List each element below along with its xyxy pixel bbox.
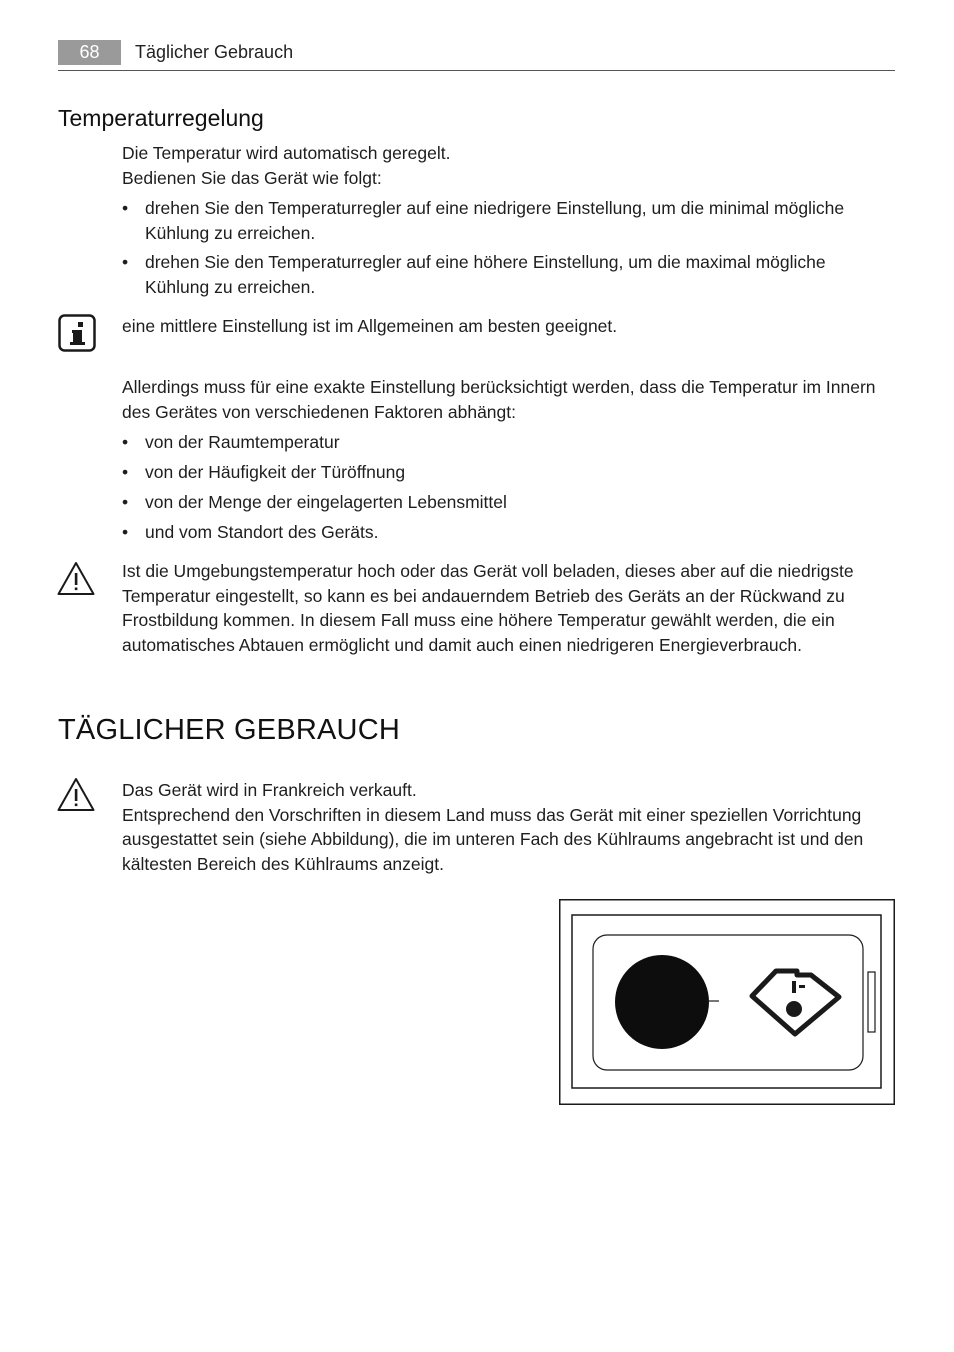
temperature-steps-list — [122, 196, 894, 299]
list-item: • drehen Sie den Temperaturregler auf eine niedrigere Einstellung, um die minimal mögliche Kühlung zu erreichen. — [122, 196, 885, 245]
page-number: 68 — [58, 40, 121, 65]
list-item: • drehen Sie den Temperaturregler auf eine höhere Einstellung, um die maximal mögliche Kühlung zu erreichen. — [122, 250, 885, 299]
list-item: • von der Raumtemperatur — [122, 430, 894, 455]
factors-intro: Allerdings muss für eine exakte Einstellung berücksichtigt werden, dass die Temperatur im Innern des Gerätes von verschiedenen Faktoren abhängt: — [122, 377, 876, 422]
section-heading-daily-use: TÄGLICHER GEBRAUCH — [58, 714, 400, 746]
warning-line: Das Gerät wird in Frankreich verkauft. — [122, 780, 417, 800]
list-item: • und vom Standort des Geräts. — [122, 520, 894, 545]
running-header-title: Täglicher Gebrauch — [135, 42, 294, 62]
section-heading-temperature: Temperaturregelung — [58, 105, 264, 131]
info-icon — [58, 314, 98, 354]
cold-zone-indicator-illustration — [559, 899, 895, 1105]
warning-line: Entsprechend den Vorschriften in diesem Land muss das Gerät mit einer speziellen Vorrichtung ausgestattet sein (siehe Abbildung), die im unteren Fach des Kühlraums angebracht ist und den kältesten Bereich des Kühlraums anzeigt. — [122, 804, 864, 874]
intro-line: Bedienen Sie das Gerät wie folgt: — [122, 167, 382, 188]
list-item: • von der Menge der eingelagerten Lebensmittel — [122, 490, 894, 515]
header-rule — [58, 70, 895, 71]
warning-icon — [56, 560, 96, 600]
intro-line: Die Temperatur wird automatisch geregelt. — [122, 143, 451, 163]
warning-icon — [56, 776, 96, 816]
list-item: • von der Häufigkeit der Türöffnung — [122, 460, 894, 485]
factors-list — [122, 430, 894, 545]
warning-frost-text: Ist die Umgebungstemperatur hoch oder das Gerät voll beladen, dieses aber auf die niedrigste Temperatur eingestellt, so kann es bei andauerndem Betrieb des Geräts an der Rückwand zu Frostbildung kommen. In diesem Fall muss eine höhere Temperatur gewählt werden, die ein automatisches Abtauen ermöglicht und damit auch einen niedrigeren Energieverbrauch. — [122, 561, 854, 655]
info-note-text: eine mittlere Einstellung ist im Allgemeinen am besten geeignet. — [122, 316, 618, 336]
warning-france-text — [122, 778, 894, 876]
temperature-intro — [122, 141, 894, 190]
